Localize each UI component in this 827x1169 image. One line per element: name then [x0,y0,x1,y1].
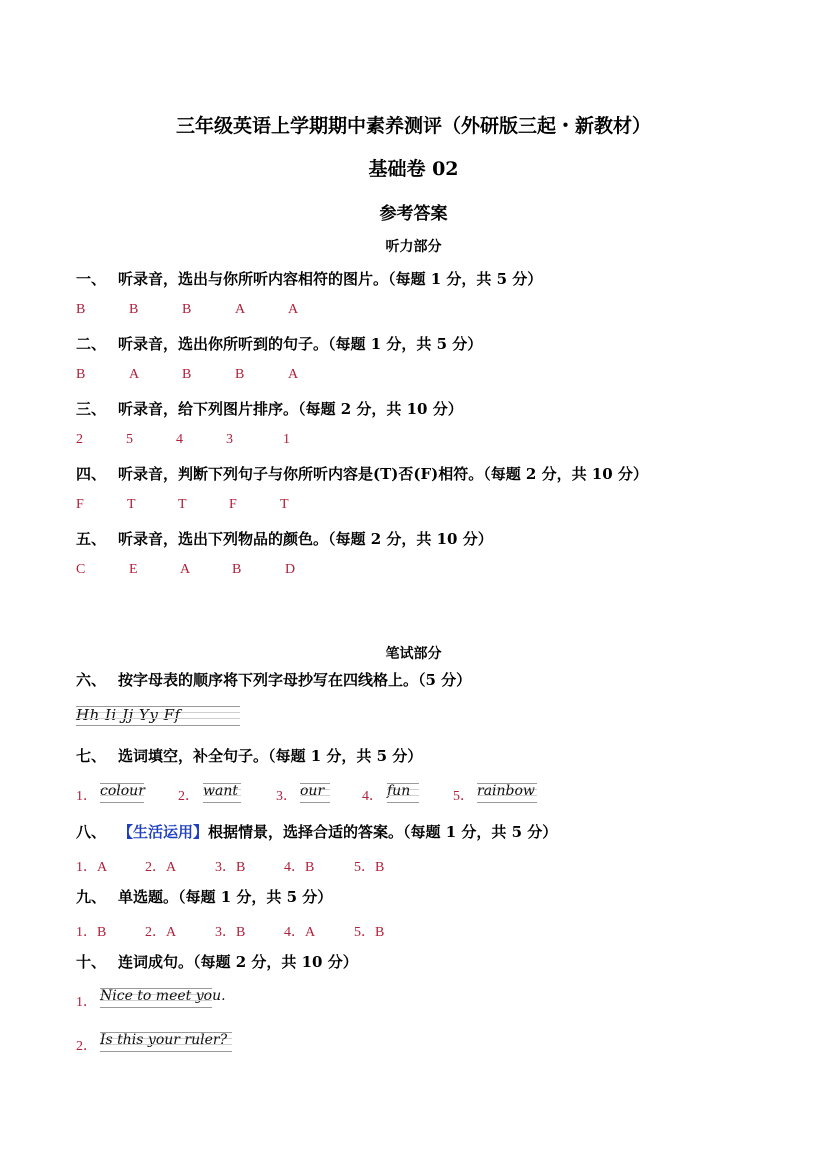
question-4: 四、 听录音，判断下列句子与你所听内容是(T)否(F)相符。（每题 2 分，共 10 分） [76,465,648,483]
answer-heading: 参考答案 [379,204,448,224]
four-line-strip [76,706,240,726]
life-application-tag: 【生活运用】 [118,823,209,841]
fill-answer-4: fun [387,783,419,803]
question-1: 一、 听录音，选出与你所听内容相符的图片。（每题 1 分，共 5 分） [76,270,543,288]
question-6: 六、 按字母表的顺序将下列字母抄写在四线格上。（5 分） [76,671,472,689]
fill-number-2: 2． [178,789,199,804]
question-7: 七、 选词填空，补全句子。（每题 1 分，共 5 分） [76,747,423,765]
fill-number-3: 3． [276,789,297,804]
fill-number-5: 5． [453,789,474,804]
fill-answer-5: rainbow [477,783,537,803]
question-5: 五、 听录音，选出下列物品的颜色。（每题 2 分，共 10 分） [76,530,493,548]
fill-number-1: 1． [76,789,97,804]
sentence-number-1: 1． [76,995,97,1010]
question-8: 八、 【生活运用】根据情景，选择合适的答案。（每题 1 分，共 5 分） [76,823,558,841]
listening-section-heading: 听力部分 [385,239,442,255]
question-2: 二、 听录音，选出你所听到的句子。（每题 1 分，共 5 分） [76,335,483,353]
sentence-answer-1: Nice to meet you. [100,988,212,1008]
question-10: 十、 连词成句。（每题 2 分，共 10 分） [76,953,358,971]
writing-section-heading: 笔试部分 [385,646,442,662]
question-3: 三、 听录音，给下列图片排序。（每题 2 分，共 10 分） [76,400,463,418]
handwritten-letters: Hh Ii Jj Yy Ff [76,706,181,724]
sentence-answer-2: Is this your ruler? [100,1032,232,1052]
sentence-number-2: 2． [76,1039,97,1054]
fill-number-4: 4． [362,789,383,804]
question-9: 九、 单选题。（每题 1 分，共 5 分） [76,888,333,906]
fill-answer-2: want [203,783,241,803]
page-subtitle: 基础卷 02 [368,158,459,180]
fill-answer-3: our [300,783,330,803]
fill-answer-1: colour [100,783,144,803]
page-title: 三年级英语上学期期中素养测评（外研版三起・新教材） [175,115,651,137]
